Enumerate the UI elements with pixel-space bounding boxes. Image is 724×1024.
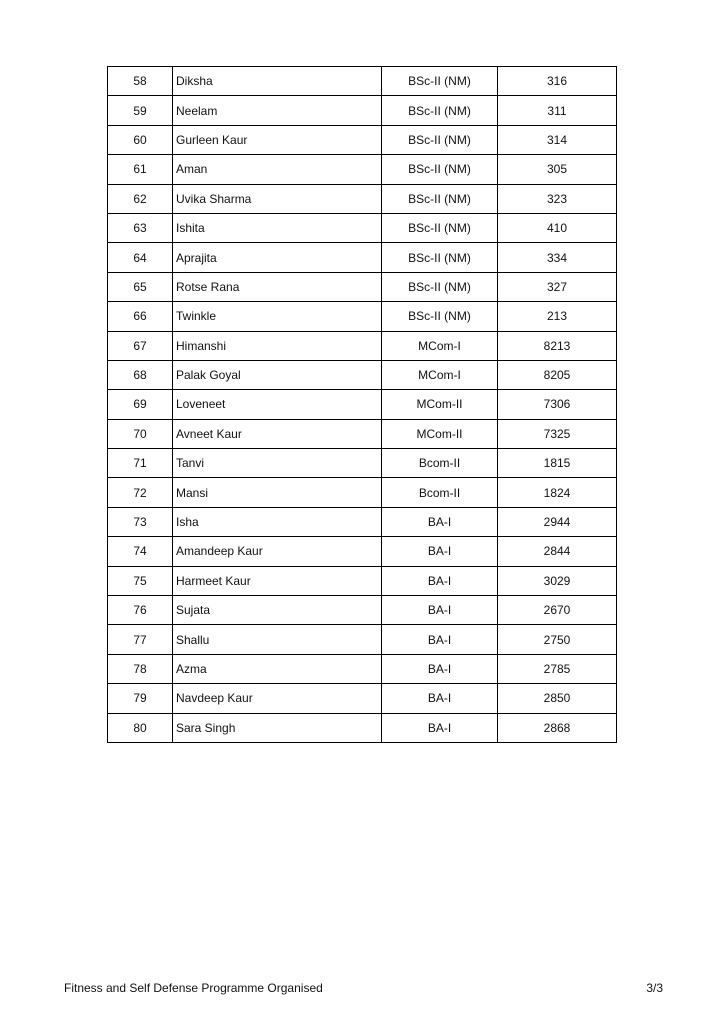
class-cell: Bcom-II	[382, 478, 498, 507]
roll-number-cell: 2944	[498, 507, 617, 536]
table-row	[108, 96, 617, 125]
class-cell: MCom-II	[382, 419, 498, 448]
table-row	[108, 654, 617, 683]
student-name-cell: Uvika Sharma	[173, 184, 382, 213]
serial-number-cell: 58	[108, 67, 173, 96]
roll-number-cell: 316	[498, 67, 617, 96]
serial-number-cell: 69	[108, 390, 173, 419]
table-row	[108, 566, 617, 595]
student-name-cell: Tanvi	[173, 449, 382, 478]
student-name-cell: Diksha	[173, 67, 382, 96]
roll-number-cell: 314	[498, 125, 617, 154]
table-row	[108, 390, 617, 419]
table-row	[108, 713, 617, 742]
roll-number-cell: 2750	[498, 625, 617, 654]
serial-number-cell: 72	[108, 478, 173, 507]
roll-number-cell: 305	[498, 155, 617, 184]
roll-number-cell: 2868	[498, 713, 617, 742]
serial-number-cell: 60	[108, 125, 173, 154]
roll-number-cell: 410	[498, 213, 617, 242]
roll-number-cell: 7325	[498, 419, 617, 448]
student-name-cell: Azma	[173, 654, 382, 683]
serial-number-cell: 79	[108, 684, 173, 713]
roll-number-cell: 311	[498, 96, 617, 125]
student-name-cell: Navdeep Kaur	[173, 684, 382, 713]
class-cell: MCom-I	[382, 360, 498, 389]
class-cell: BA-I	[382, 537, 498, 566]
table-row	[108, 449, 617, 478]
serial-number-cell: 76	[108, 596, 173, 625]
class-cell: BSc-II (NM)	[382, 243, 498, 272]
serial-number-cell: 59	[108, 96, 173, 125]
serial-number-cell: 70	[108, 419, 173, 448]
roll-number-cell: 8205	[498, 360, 617, 389]
roll-number-cell: 7306	[498, 390, 617, 419]
student-name-cell: Gurleen Kaur	[173, 125, 382, 154]
class-cell: BSc-II (NM)	[382, 67, 498, 96]
table-row	[108, 243, 617, 272]
table-row	[108, 67, 617, 96]
serial-number-cell: 78	[108, 654, 173, 683]
roll-number-cell: 8213	[498, 331, 617, 360]
serial-number-cell: 80	[108, 713, 173, 742]
student-name-cell: Mansi	[173, 478, 382, 507]
student-name-cell: Sujata	[173, 596, 382, 625]
table-row	[108, 478, 617, 507]
student-name-cell: Sara Singh	[173, 713, 382, 742]
table-row	[108, 596, 617, 625]
table-row	[108, 125, 617, 154]
student-name-cell: Rotse Rana	[173, 272, 382, 301]
roll-number-cell: 1815	[498, 449, 617, 478]
serial-number-cell: 67	[108, 331, 173, 360]
class-cell: BSc-II (NM)	[382, 155, 498, 184]
student-name-cell: Isha	[173, 507, 382, 536]
footer-title: Fitness and Self Defense Programme Organised	[64, 981, 323, 995]
serial-number-cell: 66	[108, 302, 173, 331]
table-row	[108, 625, 617, 654]
participants-table-body	[108, 67, 617, 743]
roll-number-cell: 3029	[498, 566, 617, 595]
student-name-cell: Shallu	[173, 625, 382, 654]
student-name-cell: Himanshi	[173, 331, 382, 360]
class-cell: BA-I	[382, 596, 498, 625]
student-name-cell: Ishita	[173, 213, 382, 242]
student-name-cell: Aprajita	[173, 243, 382, 272]
serial-number-cell: 74	[108, 537, 173, 566]
table-row	[108, 537, 617, 566]
class-cell: Bcom-II	[382, 449, 498, 478]
student-name-cell: Neelam	[173, 96, 382, 125]
roll-number-cell: 334	[498, 243, 617, 272]
roll-number-cell: 2785	[498, 654, 617, 683]
roll-number-cell: 2844	[498, 537, 617, 566]
page-number: 3/3	[646, 981, 663, 995]
roll-number-cell: 327	[498, 272, 617, 301]
table-row	[108, 331, 617, 360]
class-cell: BA-I	[382, 625, 498, 654]
class-cell: BA-I	[382, 507, 498, 536]
table-row	[108, 184, 617, 213]
class-cell: BSc-II (NM)	[382, 272, 498, 301]
table-row	[108, 419, 617, 448]
table-row	[108, 302, 617, 331]
class-cell: BA-I	[382, 684, 498, 713]
table-row	[108, 507, 617, 536]
class-cell: BSc-II (NM)	[382, 302, 498, 331]
roll-number-cell: 1824	[498, 478, 617, 507]
serial-number-cell: 62	[108, 184, 173, 213]
class-cell: BA-I	[382, 654, 498, 683]
student-name-cell: Harmeet Kaur	[173, 566, 382, 595]
serial-number-cell: 71	[108, 449, 173, 478]
serial-number-cell: 68	[108, 360, 173, 389]
serial-number-cell: 63	[108, 213, 173, 242]
roll-number-cell: 323	[498, 184, 617, 213]
class-cell: BSc-II (NM)	[382, 96, 498, 125]
class-cell: BA-I	[382, 713, 498, 742]
serial-number-cell: 75	[108, 566, 173, 595]
class-cell: BA-I	[382, 566, 498, 595]
class-cell: MCom-I	[382, 331, 498, 360]
student-name-cell: Palak Goyal	[173, 360, 382, 389]
roll-number-cell: 2670	[498, 596, 617, 625]
student-name-cell: Aman	[173, 155, 382, 184]
participants-table	[107, 66, 617, 743]
table-row	[108, 360, 617, 389]
student-name-cell: Loveneet	[173, 390, 382, 419]
class-cell: BSc-II (NM)	[382, 184, 498, 213]
student-name-cell: Avneet Kaur	[173, 419, 382, 448]
serial-number-cell: 73	[108, 507, 173, 536]
table-row	[108, 155, 617, 184]
class-cell: BSc-II (NM)	[382, 213, 498, 242]
student-name-cell: Amandeep Kaur	[173, 537, 382, 566]
serial-number-cell: 64	[108, 243, 173, 272]
class-cell: MCom-II	[382, 390, 498, 419]
table-row	[108, 272, 617, 301]
table-row	[108, 213, 617, 242]
class-cell: BSc-II (NM)	[382, 125, 498, 154]
roll-number-cell: 213	[498, 302, 617, 331]
serial-number-cell: 65	[108, 272, 173, 301]
serial-number-cell: 61	[108, 155, 173, 184]
roll-number-cell: 2850	[498, 684, 617, 713]
table-row	[108, 684, 617, 713]
student-name-cell: Twinkle	[173, 302, 382, 331]
serial-number-cell: 77	[108, 625, 173, 654]
